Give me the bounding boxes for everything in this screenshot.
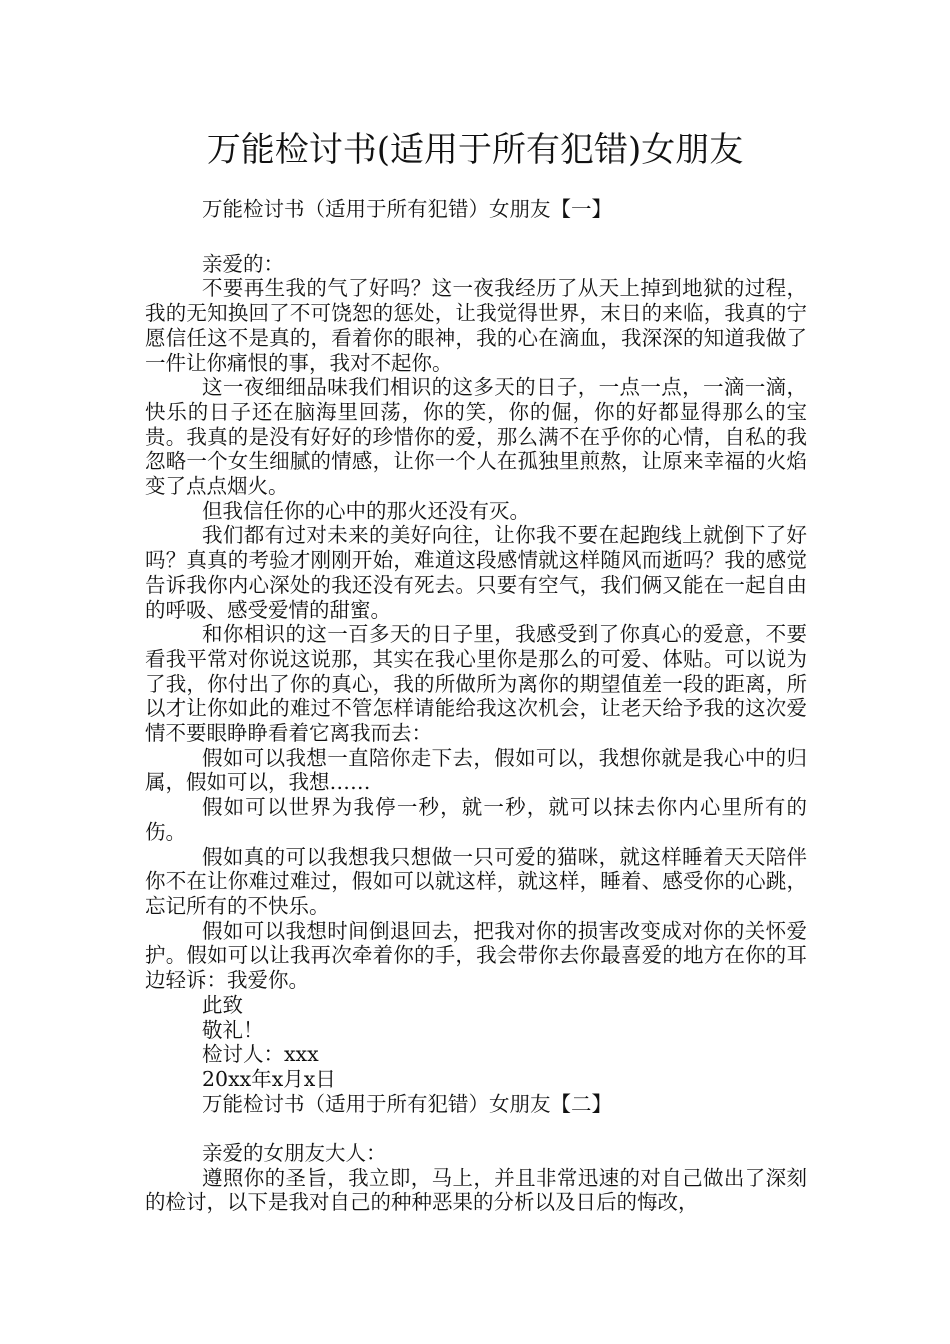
paragraph: 我们都有过对未来的美好向往，让你我不要在起跑线上就倒下了好吗？真真的考验才刚刚开始，难道这段感情就这样随风而逝吗？我的感觉告诉我你内心深处的我还没有死去。只要有空气，我们俩又能在一起自由的呼吸、感受爱情的甜蜜。	[145, 523, 807, 622]
paragraph: 但我信任你的心中的那火还没有灭。	[202, 498, 530, 523]
date-line: 20xx年x月x日	[202, 1066, 336, 1091]
paragraph: 和你相识的这一百多天的日子里，我感受到了你真心的爱意，不要看我平常对你说这说那，其实在我心里你是那么的可爱、体贴。可以说为了我，你付出了你的真心，我的所做所为离你的期望值差一段的距离，所以才让你如此的难过不管怎样请能给我这次机会，让老天给予我的这次爱情不要眼睁睁看着它离我而去：	[145, 622, 807, 746]
closing-line: 此致	[202, 992, 243, 1017]
salutation-1: 亲爱的：	[202, 251, 284, 276]
paragraph: 这一夜细细品味我们相识的这多天的日子，一点一点，一滴一滴，快乐的日子还在脑海里回荡，你的笑，你的倔，你的好都显得那么的宝贵。我真的是没有好好的珍惜你的爱，那么满不在乎你的心情，自私的我忽略一个女生细腻的情感，让你一个人在孤独里煎熬，让原来幸福的火焰变了点点烟火。	[145, 375, 807, 499]
paragraph: 不要再生我的气了好吗？这一夜我经历了从天上掉到地狱的过程，我的无知换回了不可饶恕的惩处，让我觉得世界，末日的来临，我真的宁愿信任这不是真的，看着你的眼神，我的心在滴血，我深深的知道我做了一件让你痛恨的事，我对不起你。	[145, 276, 807, 375]
document-title: 万能检讨书(适用于所有犯错)女朋友	[206, 130, 744, 170]
paragraph: 假如可以世界为我停一秒，就一秒，就可以抹去你内心里所有的伤。	[145, 795, 807, 844]
section-heading-2: 万能检讨书（适用于所有犯错）女朋友【二】	[202, 1091, 612, 1116]
paragraph: 假如真的可以我想我只想做一只可爱的猫咪，就这样睡着天天陪伴你不在让你难过难过，假如可以就这样，就这样，睡着、感受你的心跳，忘记所有的不快乐。	[145, 844, 807, 918]
closing-salute: 敬礼！	[202, 1017, 264, 1042]
document-body	[145, 197, 807, 1215]
paragraph: 遵照你的圣旨，我立即，马上，并且非常迅速的对自己做出了深刻的检讨，以下是我对自己的种种恶果的分析以及日后的悔改，	[145, 1165, 807, 1215]
section-heading-1: 万能检讨书（适用于所有犯错）女朋友【一】	[202, 197, 612, 221]
paragraph: 假如可以我想时间倒退回去，把我对你的损害改变成对你的关怀爱护。假如可以让我再次牵着你的手，我会带你去你最喜爱的地方在你的耳边轻诉：我爱你。	[145, 918, 807, 993]
salutation-2: 亲爱的女朋友大人：	[202, 1141, 387, 1165]
paragraph: 假如可以我想一直陪你走下去，假如可以，我想你就是我心中的归属，假如可以，我想……	[145, 745, 807, 795]
signer-line: 检讨人：xxx	[202, 1042, 319, 1067]
